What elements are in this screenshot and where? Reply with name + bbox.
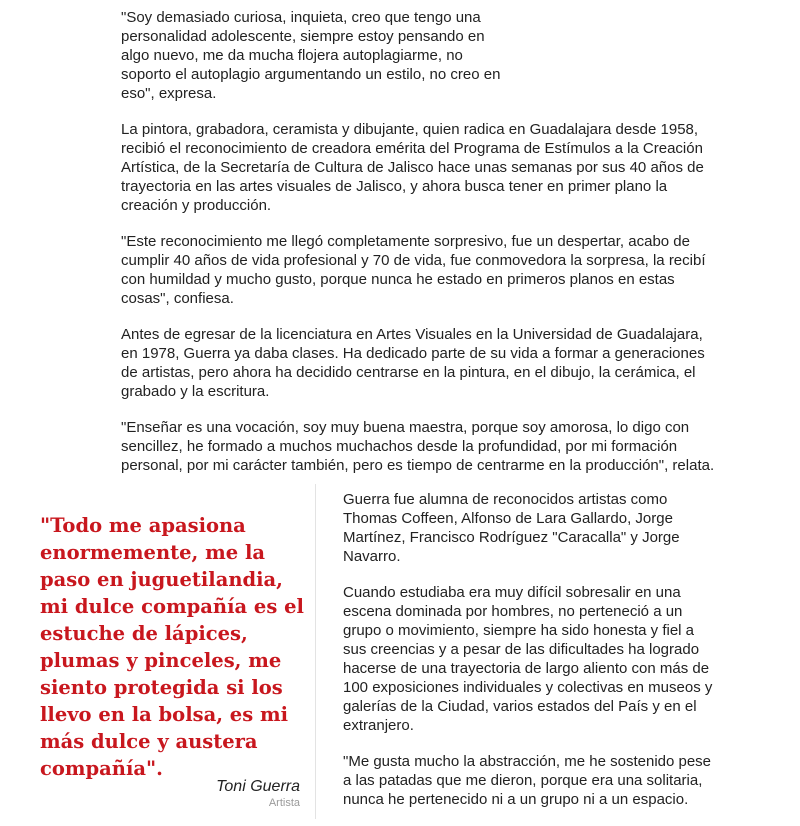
body-paragraph: "Enseñar es una vocación, soy muy buena maestra, porque soy amorosa, lo digo con sencillez, he formado a muchos muchachos desde la profundidad, por mi formación personal, por mi carácter también, pero es tiempo de centrarme en la producción", relata.	[121, 419, 715, 474]
body-paragraph: La pintora, grabadora, ceramista y dibujante, quien radica en Guadalajara desde 1958, recibió el reconocimiento de creadora emérita del Programa de Estímulos a la Creación Artística, de la Secretaría de Cultura de Jalisco hace unas semanas por sus 40 años de trayectoria en las artes visuales de Jalisco, y ahora busca tener en primer plano la creación y producción.	[121, 121, 704, 214]
body-paragraph: "Me gusta mucho la abstracción, me he sostenido pese a las patadas que me dieron, porque era una solitaria, nunca he pertenecido ni a un grupo ni a un espacio.	[343, 753, 712, 808]
article-body	[121, 120, 721, 492]
article-right-column	[343, 490, 721, 826]
pull-quote-role: Artista	[268, 797, 300, 809]
body-paragraph: "Este reconocimiento me llegó completamente sorpresivo, fue un despertar, acabo de cumplir 40 años de vida profesional y 70 de vida, fue conmovedora la sorpresa, la recibí con humildad y mucho gusto, porque nunca he estado en primeros planos en estas cosas", confiesa.	[121, 233, 706, 307]
pull-quote: "Todo me apasiona enormemente, me la paso en juguetilandia, mi dulce compañía es el estuche de lápices, plumas y pinceles, me siento protegida si los llevo en la bolsa, es mi más dulce y austera compañía".	[40, 514, 304, 780]
body-paragraph: Antes de egresar de la licenciatura en Artes Visuales en la Universidad de Guadalajara, en 1978, Guerra ya daba clases. Ha dedicado parte de su vida a formar a generaciones de artistas, pero ahora ha decidido centrarse en la pintura, en el dibujo, la cerámica, el grabado y la escritura.	[121, 326, 705, 400]
body-paragraph: Cuando estudiaba era muy difícil sobresalir en una escena dominada por hombres, no perteneció a un grupo o movimiento, siempre ha sido honesta y fiel a sus creencias y a pesar de las dificultades ha logrado hacerse de una trayectoria de largo aliento con más de 100 exposiciones individuales y colectivas en museos y galerías de la Ciudad, varios estados del País y en el extranjero.	[343, 584, 713, 734]
intro-quote-paragraph: "Soy demasiado curiosa, inquieta, creo que tengo una personalidad adolescente, siempre estoy pensando en algo nuevo, me da mucha flojera autoplagiarme, no soporto el autoplagio argumentando un estilo, no creo en eso", expresa.	[121, 9, 501, 102]
pull-quote-author: Toni Guerra	[216, 778, 300, 795]
column-divider	[315, 484, 316, 819]
body-paragraph: Guerra fue alumna de reconocidos artistas como Thomas Coffeen, Alfonso de Lara Gallardo, Jorge Martínez, Francisco Rodríguez "Caracalla" y Jorge Navarro.	[343, 491, 680, 565]
